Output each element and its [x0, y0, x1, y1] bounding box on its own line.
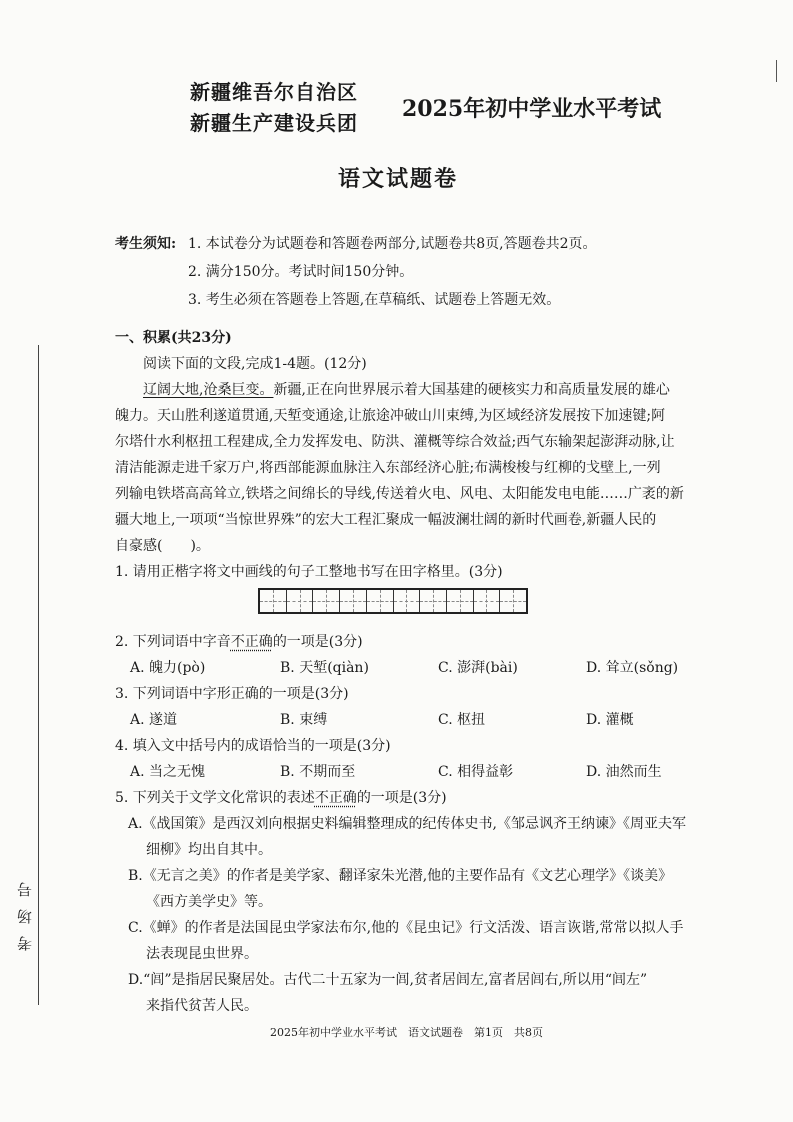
passage-line-4: 清洁能源走进千家万户,将西部能源血脉注入东部经济心脏;布满梭梭与红柳的戈壁上,一列	[115, 460, 661, 476]
q4-choice-c: C. 相得益彰	[438, 764, 514, 780]
question-4: 4. 填入文中括号内的成语恰当的一项是(3分)	[115, 738, 391, 754]
q3-choice-a: A. 遂道	[130, 712, 178, 728]
emphasis-not-correct: 不正确	[230, 634, 273, 650]
notice-item-3: 3. 考生必须在答题卷上答题,在草稿纸、试题卷上答题无效。	[188, 292, 561, 308]
question-5-text: 5. 下列关于文学文化常识的表述	[115, 790, 315, 806]
notice-label: 考生须知:	[115, 236, 177, 252]
q2-choice-b: B. 天堑(qiàn)	[280, 660, 369, 676]
margin-mark	[776, 60, 777, 82]
grid-cell	[500, 590, 526, 612]
q5-option-b-line-1: B.《无言之美》的作者是美学家、翻译家朱光潜,他的主要作品有《文艺心理学》《谈美》	[128, 868, 673, 884]
grid-cell	[313, 590, 340, 612]
q2-choice-a: A. 魄力(pò)	[130, 660, 206, 676]
q5-option-c-line-1: C.《蝉》的作者是法国昆虫学家法布尔,他的《昆虫记》行文活泼、语言诙谐,常常以拟人手	[128, 920, 684, 936]
emphasis-not-correct: 不正确	[314, 790, 357, 806]
question-5	[115, 785, 447, 811]
passage-line-7: 自豪感( )。	[115, 538, 210, 554]
exam-room-label: 考场号	[16, 870, 34, 951]
section-heading: 一、积累(共23分)	[115, 330, 232, 346]
underlined-sentence: 辽阔大地,沧桑巨变。	[143, 382, 274, 398]
question-1: 1. 请用正楷字将文中画线的句子工整地书写在田字格里。(3分)	[115, 564, 503, 580]
q4-choice-d: D. 油然而生	[586, 764, 662, 780]
q3-choice-c: C. 枢扭	[438, 712, 486, 728]
region-line-2: 新疆生产建设兵团	[190, 111, 358, 135]
page-footer: 2025年初中学业水平考试 语文试题卷 第1页 共8页	[270, 1026, 543, 1039]
writing-grid	[258, 588, 528, 614]
q5-option-d-line-1: D.“闾”是指居民聚居处。古代二十五家为一闾,贫者居闾左,富者居闾右,所以用“闾左”	[128, 972, 648, 988]
passage-line-6: 疆大地上,一项项“当惊世界殊”的宏大工程汇聚成一幅波澜壮阔的新时代画卷,新疆人民的	[115, 512, 657, 528]
grid-cell	[260, 590, 287, 612]
q4-choice-b: B. 不期而至	[280, 764, 356, 780]
passage-line-1	[143, 377, 670, 403]
grid-cell	[367, 590, 394, 612]
grid-cell	[340, 590, 367, 612]
passage-line-5: 列输电铁塔高高耸立,铁塔之间绵长的导线,传送着火电、风电、太阳能发电电能……广袤的新	[115, 486, 684, 502]
grid-cell	[394, 590, 421, 612]
paper-title: 语文试题卷	[338, 166, 459, 192]
notice-item-2: 2. 满分150分。考试时间150分钟。	[188, 264, 414, 280]
question-3: 3. 下列词语中字形正确的一项是(3分)	[115, 686, 349, 702]
binding-line	[38, 345, 39, 1005]
region-line-1: 新疆维吾尔自治区	[190, 80, 358, 104]
passage-line-2: 魄力。天山胜利遂道贯通,天堑变通途,让旅途冲破山川束缚,为区域经济发展按下加速键;阿	[115, 408, 666, 424]
q2-choice-c: C. 澎湃(bài)	[438, 660, 518, 676]
question-2-score: 的一项是(3分)	[272, 634, 363, 650]
q5-option-c-line-2: 法表现昆虫世界。	[146, 946, 258, 962]
q3-choice-d: D. 灌概	[586, 712, 634, 728]
q2-choice-d: D. 耸立(sǒng)	[586, 660, 679, 676]
grid-cell	[474, 590, 501, 612]
grid-cell	[287, 590, 314, 612]
question-5-score: 的一项是(3分)	[356, 790, 447, 806]
q5-option-a-line-1: A.《战国策》是西汉刘向根据史料编辑整理成的纪传体史书,《邹忌讽齐王纳谏》《周亚夫军	[128, 816, 687, 832]
passage-text: 新疆,正在向世界展示着大国基建的硬核实力和高质量发展的雄心	[273, 382, 670, 398]
question-2-text: 2. 下列词语中字音	[115, 634, 231, 650]
q5-option-b-line-2: 《西方美学史》等。	[146, 894, 272, 910]
grid-cell	[420, 590, 447, 612]
passage-line-3: 尔塔什水利枢扭工程建成,全力发挥发电、防洪、灌概等综合效益;西气东输架起澎湃动脉,让	[115, 434, 675, 450]
question-2	[115, 629, 363, 655]
exam-title: 2025年初中学业水平考试	[402, 96, 662, 122]
q3-choice-b: B. 束缚	[280, 712, 328, 728]
q5-option-a-line-2: 细柳》均出自其中。	[146, 842, 272, 858]
section-instruction: 阅读下面的文段,完成1-4题。(12分)	[143, 356, 367, 372]
q4-choice-a: A. 当之无愧	[130, 764, 206, 780]
notice-item-1: 1. 本试卷分为试题卷和答题卷两部分,试题卷共8页,答题卷共2页。	[188, 236, 597, 252]
q5-option-d-line-2: 来指代贫苦人民。	[146, 998, 258, 1014]
grid-cell	[447, 590, 474, 612]
